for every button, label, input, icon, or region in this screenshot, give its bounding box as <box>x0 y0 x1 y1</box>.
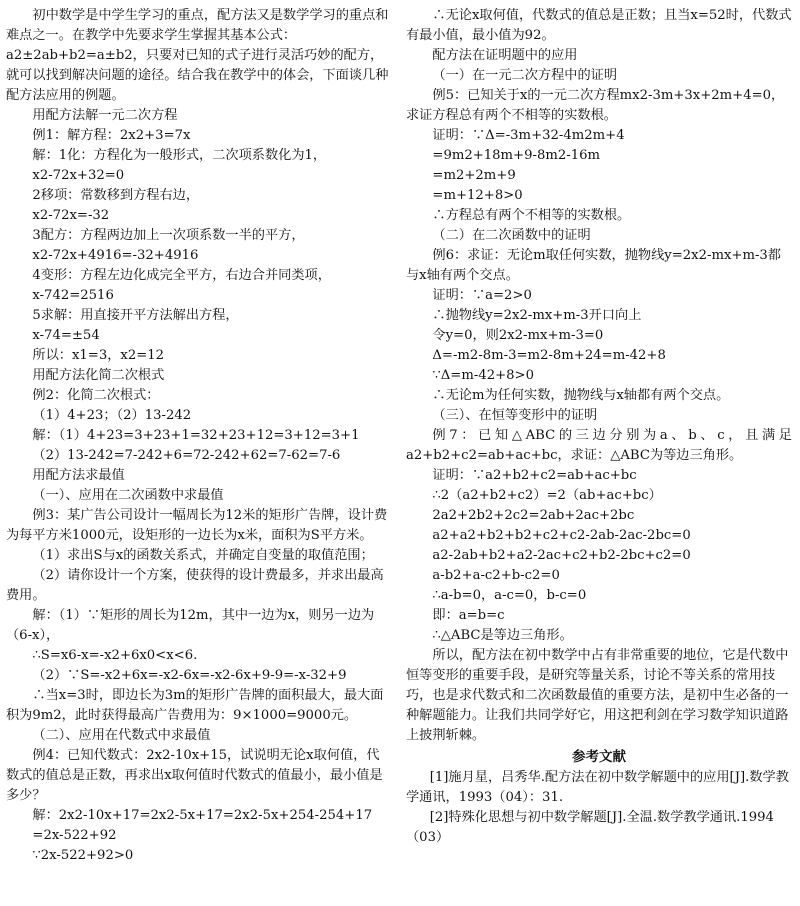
solution-line: 5求解：用直接开平方法解出方程， <box>32 308 239 323</box>
conclusion-line: ∴无论m为任何实数，抛物线与x轴都有两个交点。 <box>432 388 730 403</box>
formula-line: Δ=-m2-8m-3=m2-8m+24=m-42+8 <box>432 348 666 363</box>
example-4-title: 例4：已知代数式：2x2-10x+15，试说明无论x取何值，代数式的值总是正数，再求出x取何值时代数式的值最小，最小值是多少？ <box>6 748 383 803</box>
proof-line: ∴抛物线y=2x2-mx+m-3开口向上 <box>432 308 642 323</box>
section-heading-equation: 用配方法解一元二次方程 <box>32 108 178 123</box>
section-heading-radical: 用配方法化简二次根式 <box>32 368 165 383</box>
formula-line: x2-72x+32=0 <box>32 168 125 183</box>
formula-line: =9m2+18m+9-8m2-16m <box>432 148 600 163</box>
paragraph-intro-1: 初中数学是中学生学习的重点，配方法又是数学学习的重点和难点之一。在教学中先要求学生掌握其基本公式： <box>6 8 389 43</box>
solution-line: 解：（1）4+23=3+23+1=32+23+12=3+12=3+1 <box>32 428 360 443</box>
formula-line: ∵Δ=m-42+8>0 <box>432 368 534 383</box>
solution-line: 4变形：方程左边化成完全平方，右边合并同类项， <box>32 268 331 283</box>
proof-line: 证明：∵Δ=-3m+32-4m2m+4 <box>432 128 625 143</box>
example-2-title: 例2：化简二次根式： <box>32 388 160 403</box>
formula-line: =m+12+8>0 <box>432 188 523 203</box>
solution-line: （2）13-242=7-242+6=72-242+62=7-62=7-6 <box>32 448 341 463</box>
example-3-title: 例3：某广告公司设计一幅周长为12米的矩形广告牌，设计费为每平方米1000元，设矩形的一边长为x米，面积为S平方米。 <box>6 508 388 543</box>
solution-line: 3配方：方程两边加上一次项系数一半的平方， <box>32 228 305 243</box>
formula-line: x2-72x=-32 <box>32 208 110 223</box>
conclusion-line: ∴无论x取何值，代数式的值总是正数；且当x=52时，代数式有最小值，最小值为92。 <box>406 8 792 43</box>
example-7-title: 例7：已知△ABC的三边分别为a、b、c，且满足 <box>432 428 792 443</box>
references-title: 参考文献 <box>572 749 626 765</box>
formula-line: 2a2+2b2+2c2=2ab+2ac+2bc <box>432 508 635 523</box>
solution-line: 解：2x2-10x+17=2x2-5x+17=2x2-5x+254-254+17 <box>32 808 373 823</box>
conclusion-line: ∴方程总有两个不相等的实数根。 <box>432 208 631 223</box>
formula-line: 即：a=b=c <box>432 608 505 623</box>
solution-line: ∴当x=3时，即边长为3m的矩形广告牌的面积最大，最大面积为9m2，此时获得最高广告费用为：9×1000=9000元。 <box>6 688 384 723</box>
subsection-heading: （一）、应用在二次函数中求最值 <box>32 488 224 503</box>
proof-line: 证明：∵a2+b2+c2=ab+ac+bc <box>432 468 637 483</box>
paragraph-intro-2: a2±2ab+b2=a±b2，只要对已知的式子进行灵活巧妙的配方，就可以找到解决问题的途径。结合我在教学中的体会，下面谈几种配方法应用的例题。 <box>6 48 389 103</box>
subsection-heading: （二）在二次函数中的证明 <box>432 228 591 243</box>
example-1-title: 例1：解方程：2x2+3=7x <box>32 128 191 143</box>
formula-line: x-742=2516 <box>32 288 114 303</box>
reference-item: [1]施月星，吕秀华.配方法在初中数学解题中的应用[J].数学教学通讯，1993（04）：31. <box>406 770 789 805</box>
formula-line: a2+a2+b2+b2+c2+c2-2ab-2ac-2bc=0 <box>432 528 691 543</box>
closing-paragraph: 所以，配方法在初中数学中占有非常重要的地位，它是代数中恒等变形的重要手段，是研究等量关系，讨论不等关系的常用技巧，也是求代数式和二次函数最值的重要方法，是初中生必备的一种解题能力。让我们共同学好它，用这把利剑在学习数学知识道路上披荆斩棘。 <box>406 648 789 743</box>
example-6-title: 例6：求证：无论m取任何实数，抛物线y=2x2-mx+m-3都与x轴有两个交点。 <box>406 248 781 283</box>
formula-line: ∴2（a2+b2+c2）=2（ab+ac+bc） <box>432 488 662 503</box>
formula-line: ∴S=x6-x=-x2+6x0<x<6. <box>32 648 198 663</box>
solution-line: 2移项：常数移到方程右边， <box>32 188 200 203</box>
formula-line: （1）4+23；（2）13-242 <box>32 408 192 423</box>
solution-line: 解：（1）∵矩形的周长为12m，其中一边为x，则另一边为（6-x）， <box>6 608 375 643</box>
question-line: （1）求出S与x的函数关系式，并确定自变量的取值范围； <box>32 548 374 563</box>
subsection-heading: （三）、在恒等变形中的证明 <box>432 408 598 423</box>
proof-line: 令y=0，则2x2-mx+m-3=0 <box>432 328 604 343</box>
section-heading-extremum: 用配方法求最值 <box>32 468 125 483</box>
formula-line: ∴a-b=0，a-c=0，b-c=0 <box>432 588 587 603</box>
subsection-heading: （二）、应用在代数式中求最值 <box>32 728 211 743</box>
solution-line: 解：1化：方程化为一般形式，二次项系数化为1， <box>32 148 327 163</box>
proof-line: 证明：∵a=2>0 <box>432 288 532 303</box>
formula-line: x2-72x+4916=-32+4916 <box>32 248 199 263</box>
right-column <box>406 6 792 906</box>
formula-line: x-74=±54 <box>32 328 100 343</box>
section-heading-proof: 配方法在证明题中的应用 <box>432 48 578 63</box>
formula-line: a-b2+a-c2+b-c2=0 <box>432 568 560 583</box>
result-line: 所以：x1=3，x2=12 <box>32 348 165 363</box>
reference-item: [2]特殊化思想与初中数学解题[J].全温.数学教学通讯.1994（03） <box>406 810 774 845</box>
subsection-heading: （一）在一元二次方程中的证明 <box>432 68 618 83</box>
formula-line: ∵2x-522+92>0 <box>32 848 134 863</box>
formula-line: （2）∵S=-x2+6x=-x2-6x=-x2-6x+9-9=-x-32+9 <box>32 668 347 683</box>
question-line: （2）请你设计一个方案，使获得的设计费最多，并求出最高费用。 <box>6 568 384 603</box>
example-5-title: 例5：已知关于x的一元二次方程mx2-3m+3x+2m+4=0，求证方程总有两个不相等的实数根。 <box>406 88 785 123</box>
formula-line: =m2+2m+9 <box>432 168 516 183</box>
formula-line: =2x-522+92 <box>32 828 117 843</box>
left-column <box>6 6 392 906</box>
formula-line: a2-2ab+b2+a2-2ac+c2+b2-2bc+c2=0 <box>432 548 691 563</box>
conclusion-line: ∴△ABC是等边三角形。 <box>432 628 573 643</box>
example-7-condition: a2+b2+c2=ab+ac+bc，求证：△ABC为等边三角形。 <box>406 448 743 463</box>
